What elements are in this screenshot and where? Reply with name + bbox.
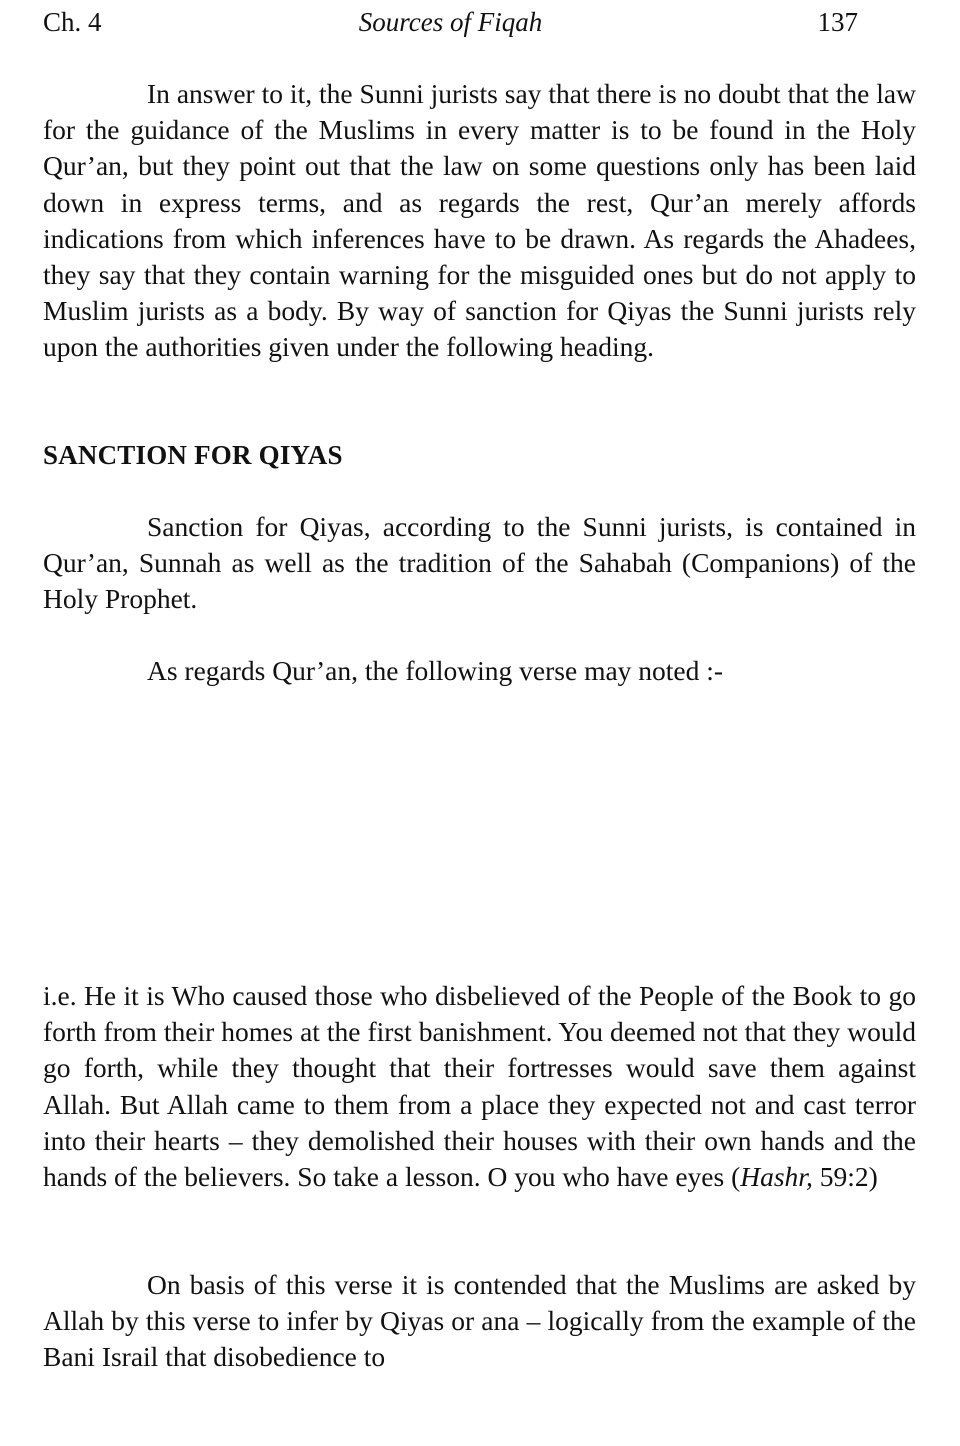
paragraph-quran-verse-intro: As regards Qur’an, the following verse may noted :- bbox=[147, 655, 724, 686]
paragraph-verse-translation bbox=[43, 978, 916, 1195]
paragraph-sunni-answer: In answer to it, the Sunni jurists say that there is no doubt that the law for the guidance of the Muslims in every matter is to be found in the Holy Qur’an, but they point out that the law on some questions only has been laid down in express terms, and as regards the rest, Qur’an merely affords indications from which inferences have to be drawn. As regards the Ahadees, they say that they contain warning for the misguided ones but do not apply to Muslim jurists as a body. By way of sanction for Qiyas the Sunni jurists rely upon the authorities given under the following heading. bbox=[43, 78, 916, 363]
chapter-label: Ch. 4 bbox=[43, 7, 102, 37]
page-number: 137 bbox=[817, 7, 858, 37]
verse-space bbox=[43, 700, 916, 970]
verse-citation-ref: 59:2) bbox=[812, 1161, 878, 1193]
book-title: Sources of Fiqah bbox=[358, 7, 543, 37]
section-heading: SANCTION FOR QIYAS bbox=[43, 440, 343, 470]
paragraph-sanction: Sanction for Qiyas, according to the Sunni jurists, is contained in Qur’an, Sunnah as well as the tradition of the Sahabah (Companions) of the Holy Prophet. bbox=[43, 511, 916, 615]
paragraph-contention: On basis of this verse it is contended that the Muslims are asked by Allah by this verse to infer by Qiyas or ana – logically from the example of the Bani Israil that disobedience to bbox=[43, 1269, 916, 1373]
verse-citation-source: Hashr, bbox=[740, 1161, 813, 1193]
verse-translation-text: i.e. He it is Who caused those who disbelieved of the People of the Book to go forth from their homes at the first banishment. You deemed not that they would go forth, while they thought that their fortresses would save them against Allah. But Allah came to them from a place they expected not and cast terror into their hearts – they demolished their houses with their own hands and the hands of the believers. So take a lesson. O you who have eyes ( bbox=[43, 980, 916, 1193]
running-header bbox=[43, 4, 858, 40]
